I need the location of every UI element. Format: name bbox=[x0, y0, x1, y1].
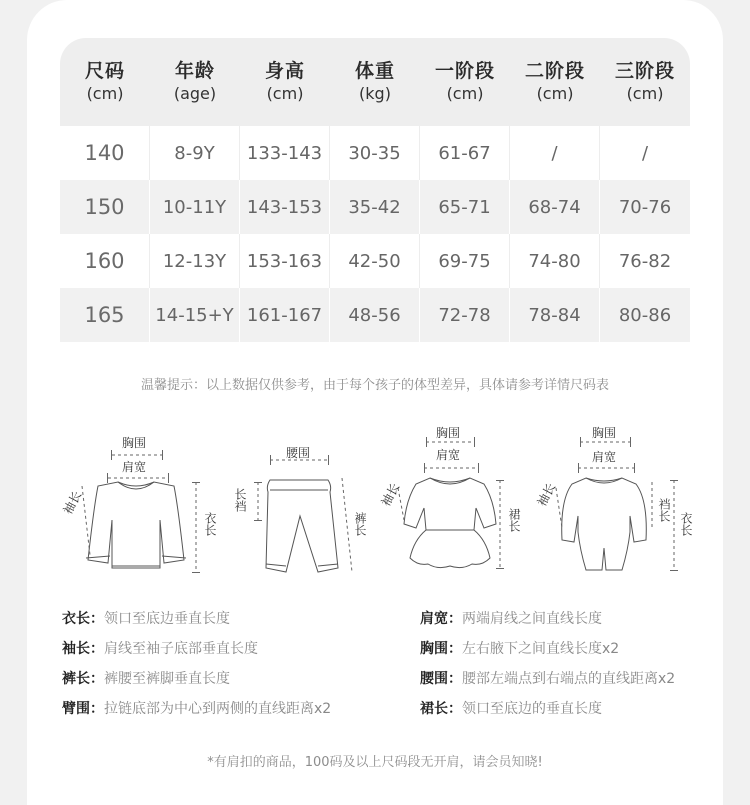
sleeve-label: 袖长 bbox=[60, 488, 85, 517]
table-row bbox=[60, 180, 690, 234]
romper-sleeve-label: 袖长 bbox=[534, 480, 559, 509]
cell-stage-2: 68-74 bbox=[510, 180, 600, 234]
cell-stage-1: 65-71 bbox=[420, 180, 510, 234]
romper-rise-label: 裆长 bbox=[657, 498, 671, 522]
header-stage-1: 一阶段 (cm) bbox=[434, 60, 495, 103]
cell-age: 12-13Y bbox=[150, 234, 240, 288]
cell-weight: 30-35 bbox=[330, 126, 420, 180]
header-size: 尺码 (cm) bbox=[84, 60, 125, 103]
header-age: 年龄 (age) bbox=[173, 60, 217, 103]
romper-shoulder-label: 肩宽 bbox=[592, 450, 617, 464]
cell-size: 160 bbox=[60, 234, 150, 288]
romper-chest-label: 胸围 bbox=[592, 426, 617, 440]
definition-item: 胸围：左右腋下之间直线长度x2 bbox=[420, 641, 620, 657]
romper-illustration bbox=[534, 420, 704, 580]
definition-item: 臂围：拉链底部为中心到两侧的直线距离x2 bbox=[62, 701, 332, 717]
pants-measure-figure bbox=[228, 420, 378, 580]
cell-weight: 35-42 bbox=[330, 180, 420, 234]
cell-age: 10-11Y bbox=[150, 180, 240, 234]
header-weight: 体重 (kg) bbox=[354, 60, 395, 103]
cell-height: 153-163 bbox=[240, 234, 330, 288]
header-stage-2: 二阶段 (cm) bbox=[524, 60, 585, 103]
dress-chest-label: 胸围 bbox=[436, 426, 461, 440]
footer-note: *有肩扣的商品，100码及以上尺码段无开肩，请会员知晓! bbox=[207, 755, 543, 770]
romper-measure-figure bbox=[534, 420, 704, 580]
pants-length-label: 裤长 bbox=[353, 512, 367, 536]
header-stage-3: 三阶段 (cm) bbox=[614, 60, 675, 103]
definitions-right bbox=[420, 608, 675, 728]
definition-item: 腰围：腰部左端点到右端点的直线距离x2 bbox=[420, 671, 676, 687]
tip-note: 温馨提示：以上数据仅供参考，由于每个孩子的体型差异，具体请参考详情尺码表 bbox=[140, 378, 609, 393]
cell-height: 143-153 bbox=[240, 180, 330, 234]
definition-item: 袖长：肩线至袖子底部垂直长度 bbox=[62, 641, 258, 657]
size-table bbox=[60, 38, 690, 342]
dress-measure-figure bbox=[378, 420, 538, 580]
cell-height: 133-143 bbox=[240, 126, 330, 180]
cell-height: 161-167 bbox=[240, 288, 330, 342]
cell-size: 150 bbox=[60, 180, 150, 234]
cell-age: 14-15+Y bbox=[150, 288, 240, 342]
dress-illustration bbox=[378, 420, 538, 580]
waist-label: 腰围 bbox=[286, 446, 311, 460]
cell-stage-3: 80-86 bbox=[618, 304, 672, 326]
table-header bbox=[60, 38, 690, 126]
definition-item: 裤长：裤腰至裤脚垂直长度 bbox=[62, 671, 230, 687]
table-row bbox=[60, 126, 690, 180]
header-height: 身高 (cm) bbox=[264, 60, 305, 103]
cell-stage-2: / bbox=[510, 126, 600, 180]
rise-label: 长裆 bbox=[233, 488, 247, 512]
definition-item: 肩宽：两端肩线之间直线长度 bbox=[420, 611, 602, 627]
romper-length-label: 衣长 bbox=[679, 512, 693, 536]
shoulder-label: 肩宽 bbox=[122, 460, 147, 474]
definition-item: 衣长：领口至底边垂直长度 bbox=[62, 611, 230, 627]
cell-size: 140 bbox=[60, 126, 150, 180]
cell-stage-3: 70-76 bbox=[618, 196, 672, 218]
definitions-left bbox=[62, 608, 331, 728]
dress-sleeve-label: 袖长 bbox=[378, 480, 403, 509]
cell-stage-1: 61-67 bbox=[420, 126, 510, 180]
cell-size: 165 bbox=[60, 288, 150, 342]
length-label: 衣长 bbox=[203, 512, 217, 536]
cell-stage-3: / bbox=[641, 142, 649, 164]
cell-stage-3: 76-82 bbox=[618, 250, 672, 272]
dress-length-label: 裙长 bbox=[507, 508, 521, 532]
definition-item: 裙长：领口至底边的垂直长度 bbox=[420, 701, 602, 717]
cell-stage-2: 74-80 bbox=[510, 234, 600, 288]
cell-age: 8-9Y bbox=[150, 126, 240, 180]
cell-stage-1: 69-75 bbox=[420, 234, 510, 288]
cell-weight: 42-50 bbox=[330, 234, 420, 288]
dress-shoulder-label: 肩宽 bbox=[436, 448, 461, 462]
cell-stage-1: 72-78 bbox=[420, 288, 510, 342]
table-row bbox=[60, 288, 690, 342]
table-row bbox=[60, 234, 690, 288]
cell-weight: 48-56 bbox=[330, 288, 420, 342]
top-measure-figure bbox=[50, 420, 230, 580]
cell-stage-2: 78-84 bbox=[510, 288, 600, 342]
chest-label: 胸围 bbox=[122, 436, 147, 450]
